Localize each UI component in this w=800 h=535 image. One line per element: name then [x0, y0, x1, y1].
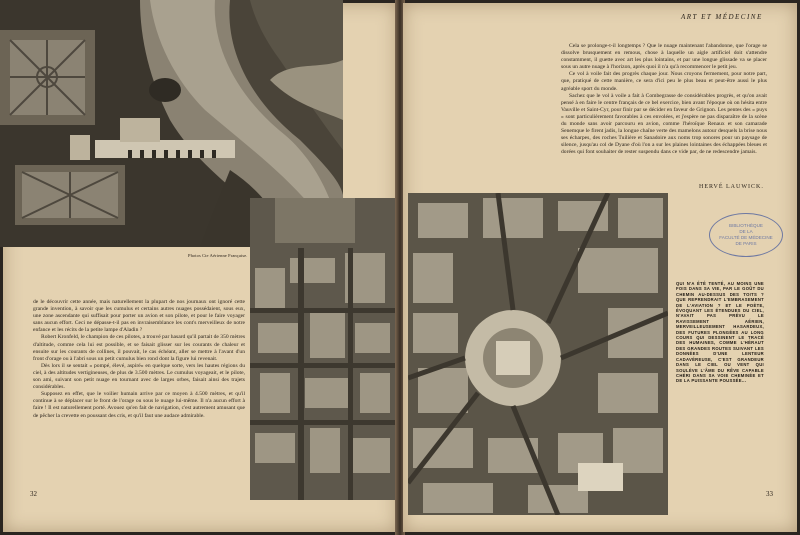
- right-article-text: [561, 43, 767, 157]
- running-header: ART ET MÉDECINE: [681, 13, 763, 21]
- right-paragraph: Cela se prolonge-t-il longtemps ? Que le nuage maintenant l'abandonne, que l'orage se dissolve brusquement en remous, chose à laquelle un aigle artificiel doit s'attendre constamment, il guette avec art les plus lointains, et par une longue glissade va se placer sous un autre nuage à l'horizon, après quoi il n'a qu'à recommencer le petit jeu.: [561, 43, 767, 71]
- page-number-left: 32: [30, 490, 37, 498]
- author-signature: HERVÉ LAUWICK.: [699, 184, 764, 190]
- stamp-line: DE PARIS: [735, 241, 757, 246]
- right-paragraph: Ce vol à voile fait des progrès chaque jour. Nous croyons fermement, pour notre part, que, pratiqué de cette manière, ce sera d'ici peu le plus beau et peut-être aussi le plus agréable sport du monde.: [561, 71, 767, 92]
- page-number-right: 33: [766, 490, 773, 498]
- left-page: [3, 3, 397, 532]
- left-article-text: [33, 299, 245, 420]
- aerial-photo-city-right: [408, 193, 668, 515]
- photo-side-caption: QUI N'A ÉTÉ TENTÉ, AU MOINS UNE FOIS DANS SA VIE, PAR LE GOÛT DU CHEMIN AU-DESSUS DES TOITS ? QUE REPRENDRAIT L'EMBRASEMENT DE L'AVIATION ? ET LE POÈTE, ÉVOQUANT LES ÉTENDUES DU CIEL, N'AVAIT PAS PRÉVU LE RAVISSEMENT AÉRIEN, MERVEILLEUSEMENT HASARDEUX, DES FUTURES PLONGÉES AU LONG COURS QUI DESSINENT LE TRACÉ DES HUMAINES, COMME L'HÉRAUT DES GRANDES ROUTES SUIVANT LES DONNÉES D'UNE LENTEUR CADAVÉREUSE, C'EST GRANDEUR DANS LE CIEL OU VENT QUI SOULÈVE L'ÂME DU RÊVE CAPABLE CHÉRI DANS SA VOIE CHEMINÉE ET DE LA PUISSANTE POUSSÉE...: [676, 281, 764, 384]
- stamp-line: BIBLIOTHÈQUE: [729, 223, 763, 228]
- city-aerial-image-right: [408, 193, 668, 515]
- city-aerial-image-left: [250, 198, 397, 500]
- library-stamp: [709, 213, 783, 257]
- aerial-photo-city-left: [250, 198, 397, 500]
- right-page: [403, 3, 797, 532]
- left-paragraph: Robert Kronfeld, le champion de ces pilotes, a trouvé par hasard qu'il partait de 350 mètres d'altitude, comme cela lui est possible, et se faisait glisser sur les courants de chaleur et ensuite sur les courants de collines, il pouvait, le cas échéant, aller se mettre à l'avant d'un front d'orage ou à l'abri sous un petit cumulus bien rond dont la figure lui revenait.: [33, 334, 245, 362]
- right-paragraph: Sachez que le vol à voile a fait à Combegrasse de considérables progrès, et qu'on avait pensé à en faire le centre français de ce bel exercice, bien avant l'époque où on hésita entre Vauville et Saint-Cyr, pour finir par se décider en faveur de Grignon. Les pentes des « puys » sont particulièrement favorables à ces envolées, et j'espère ne pas disparaître de la scène du monde sans avoir parcouru en avion, comme l'héroïque Renaux et son camarade Senemque le firent jadis, la longue chaîne verte des mamelons autour desquels la brise nous ses écharpes, des roches Tuilière et Sanadoire aux noms trop sonores pour un paysage de silence, jusqu'au col de Dyane d'où l'on a sur les plaines lointaines des échappées bleues et dorées qui font souhaiter de rester suspendu dans ce vide par, de ne redescendre jamais.: [561, 92, 767, 156]
- photo-credit-caption: Photos Cie Aérienne Française.: [188, 253, 248, 258]
- stamp-line: DE LA: [739, 229, 753, 234]
- left-paragraph: de le découvrir cette année, mais naturellement la plupart de nos journaux ont ignoré cette grande invention, à savoir que les cumulus et certains autres nuages possédaient, sous eux, une zone ascendante qui suffisait pour porter un avion et son pilote, et pour le faire voyager sans aucun effort. Ceci ne dépasse-t-il pas en invraisemblance les cont's merveilleux de notre enfance et les récits de la petite lampe d'Aladin ?: [33, 299, 245, 334]
- stamp-line: FACULTÉ DE MÉDECINE: [719, 235, 773, 240]
- left-paragraph: Dès lors il se sentait « pompé, élevé, aspiré» en quelque sorte, vers les hautes régions du ciel, à des altitudes vertigineuses, de plus de 3.500 mètres. Le cumulus voyageait, et le pilote, son ami, suivant son petit nuage en tournant avec de larges orbes, faisait ainsi des trajets considérables.: [33, 362, 245, 391]
- left-paragraph: Supposez en effet, que le voilier humain arrive par ce moyen à 4.500 mètres, et qu'il continue à se déplacer sur le front de l'orage ou sous le nuage lui-même. Il n'a aucun effort à faire ! Il est naturellement porté. Avouez qu'en fait de navigation, c'est autrement amusant que de pêcher la crevette en poussant des cris, et qu'il faut une audace admirable.: [33, 391, 245, 419]
